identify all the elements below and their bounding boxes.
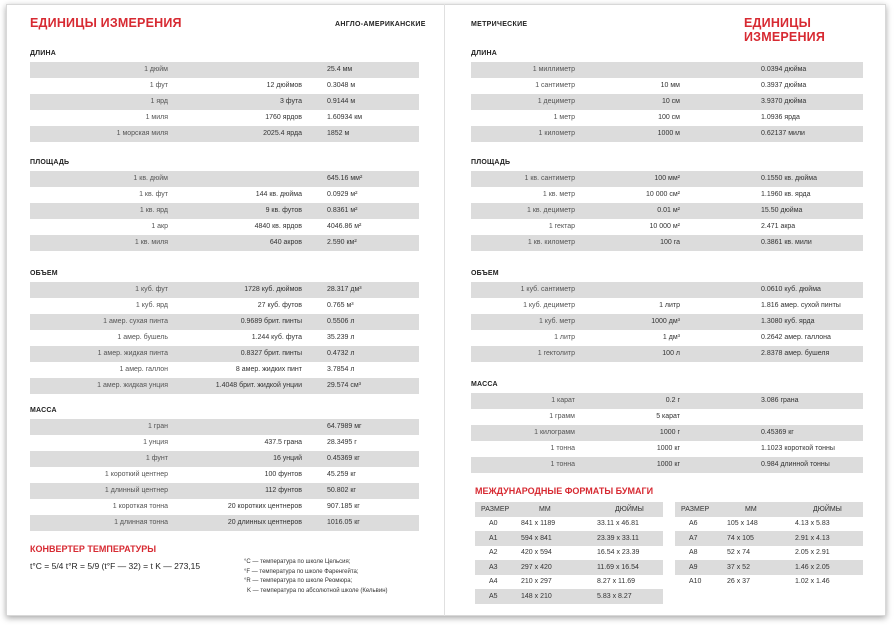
column-header: ДЮЙМЫ <box>615 505 644 513</box>
table-row <box>30 362 419 378</box>
table-row <box>471 126 863 142</box>
unit-cell: 1 куб. ярд <box>135 302 168 309</box>
unit-cell: 1 гектар <box>548 223 575 230</box>
table-row <box>471 457 863 473</box>
table-row <box>475 517 663 532</box>
table-row <box>471 203 863 219</box>
equivalent-cell: 3 фута <box>279 98 302 105</box>
equivalent-cell: 1000 кг <box>656 445 680 452</box>
table-row <box>475 575 663 590</box>
table-row <box>30 499 419 515</box>
table-row <box>30 419 419 435</box>
unit-cell: 1 фут <box>149 82 168 89</box>
metric-cell: 29.574 см³ <box>327 382 361 389</box>
metric-cell: 2.8378 амер. бушеля <box>761 350 830 357</box>
format-size-cell: A2 <box>489 549 498 556</box>
table-row <box>675 531 863 546</box>
unit-cell: 1 длинный центнер <box>104 487 168 494</box>
unit-cell: 1 кв. дюйм <box>133 175 168 182</box>
table-row <box>30 483 419 499</box>
format-mm-cell: 297 x 420 <box>521 563 552 571</box>
metric-cell: 4046.86 м² <box>327 223 362 230</box>
equivalent-cell: 12 дюймов <box>266 82 302 89</box>
table-row <box>30 282 419 298</box>
equivalent-cell: 100 фунтов <box>264 471 302 478</box>
unit-cell: 1 кв. километр <box>527 239 575 246</box>
temperature-notes <box>244 558 388 596</box>
table-row <box>471 441 863 457</box>
format-inch-cell: 4.13 x 5.83 <box>795 520 830 527</box>
left-page-subtitle: АНГЛО-АМЕРИКАНСКИЕ <box>335 21 426 28</box>
equivalent-cell: 4840 кв. ярдов <box>254 223 302 230</box>
unit-cell: 1 амер. бушель <box>117 334 168 341</box>
unit-cell: 1 амер. галлон <box>119 366 168 373</box>
table-row <box>475 546 663 561</box>
equivalent-cell: 100 л <box>662 350 680 357</box>
metric-cell: 1852 м <box>327 130 350 137</box>
table-row <box>475 589 663 604</box>
metric-cell: 1.0936 ярда <box>761 114 800 121</box>
equivalent-cell: 1.244 куб. фута <box>251 334 302 341</box>
format-inch-cell: 33.11 x 46.81 <box>597 520 639 527</box>
format-mm-cell: 105 x 148 <box>727 520 758 527</box>
metric-cell: 2.590 км² <box>327 239 357 246</box>
unit-cell: 1 куб. метр <box>538 318 575 325</box>
table-row <box>30 435 419 451</box>
table-row <box>471 235 863 251</box>
table-row <box>30 203 419 219</box>
metric-cell: 0.9144 м <box>327 98 356 105</box>
table-row <box>475 560 663 575</box>
table-row <box>30 78 419 94</box>
temperature-note: °F — температура по школе Фаренгейта; <box>244 568 359 575</box>
unit-cell: 1 сантиметр <box>535 82 575 89</box>
metric-cell: 2.471 акра <box>761 223 796 230</box>
format-size-cell: A6 <box>689 520 698 527</box>
metric-cell: 0.1550 кв. дюйма <box>761 175 817 182</box>
unit-cell: 1 кв. сантиметр <box>524 175 575 182</box>
equivalent-cell: 5 карат <box>656 413 680 420</box>
format-inch-cell: 5.83 x 8.27 <box>597 592 632 600</box>
table-row <box>471 219 863 235</box>
format-inch-cell: 2.05 x 2.91 <box>795 549 830 556</box>
metric-cell: 907.185 кг <box>327 503 360 510</box>
paper-formats-table <box>675 502 863 589</box>
unit-cell: 1 килограмм <box>534 429 575 436</box>
unit-cell: 1 кв. дециметр <box>527 207 575 214</box>
metric-cell: 0.45369 кг <box>761 429 794 436</box>
metric-cell: 1.1960 кв. ярда <box>761 191 811 198</box>
table-row <box>30 62 419 78</box>
metric-cell: 15.50 дюйма <box>761 207 803 214</box>
unit-cell: 1 метр <box>553 114 575 121</box>
equivalent-cell: 144 кв. дюйма <box>255 191 302 198</box>
format-size-cell: A0 <box>489 520 498 527</box>
table-row <box>471 62 863 78</box>
equivalent-cell: 10 см <box>661 98 680 105</box>
unit-cell: 1 кв. миля <box>134 239 168 246</box>
metric-cell: 64.7989 мг <box>327 423 362 430</box>
metric-cell: 50.802 кг <box>327 487 356 494</box>
metric-cell: 25.4 мм <box>327 66 353 73</box>
table-row <box>471 171 863 187</box>
metric-cell: 1.816 амер. сухой пинты <box>761 302 841 309</box>
metric-cell: 35.239 л <box>327 334 355 341</box>
table-row <box>30 515 419 531</box>
conversion-table <box>471 282 863 362</box>
table-row <box>30 330 419 346</box>
section-label: ПЛОЩАДЬ <box>471 159 511 166</box>
table-row <box>30 314 419 330</box>
format-size-cell: A10 <box>689 578 702 585</box>
table-row <box>471 298 863 314</box>
metric-cell: 0.0929 м² <box>327 191 358 198</box>
unit-cell: 1 миля <box>145 114 168 121</box>
equivalent-cell: 1000 м <box>657 130 680 137</box>
format-size-cell: A4 <box>489 578 498 585</box>
equivalent-cell: 10 мм <box>660 82 680 89</box>
table-row <box>30 219 419 235</box>
conversion-table <box>471 393 863 473</box>
table-row <box>471 393 863 409</box>
equivalent-cell: 437.5 грана <box>264 439 302 446</box>
unit-cell: 1 тонна <box>550 461 575 468</box>
table-row <box>471 94 863 110</box>
unit-cell: 1 амер. жидкая пинта <box>97 350 168 357</box>
metric-cell: 0.3937 дюйма <box>761 82 807 89</box>
conversion-table <box>471 171 863 251</box>
table-header-row <box>675 502 863 517</box>
equivalent-cell: 0.8327 брит. пинты <box>240 350 302 357</box>
table-row <box>30 346 419 362</box>
paper-formats-title: МЕЖДУНАРОДНЫЕ ФОРМАТЫ БУМАГИ <box>475 486 654 496</box>
conversion-table <box>30 282 419 394</box>
metric-cell: 28.3495 г <box>327 439 357 446</box>
equivalent-cell: 9 кв. футов <box>265 207 302 214</box>
metric-cell: 0.8361 м² <box>327 207 358 214</box>
column-header: РАЗМЕР <box>481 505 510 513</box>
table-row <box>30 467 419 483</box>
format-inch-cell: 16.54 x 23.39 <box>597 549 640 556</box>
right-page-title: ЕДИНИЦЫ ИЗМЕРЕНИЯ <box>744 16 826 44</box>
format-inch-cell: 1.02 x 1.46 <box>795 578 830 585</box>
table-row <box>471 330 863 346</box>
unit-cell: 1 акр <box>151 223 168 230</box>
table-row <box>30 126 419 142</box>
unit-cell: 1 короткий центнер <box>104 471 168 478</box>
section-label: МАССА <box>471 381 498 388</box>
format-inch-cell: 1.46 x 2.05 <box>795 563 830 571</box>
column-header: ДЮЙМЫ <box>813 505 842 513</box>
table-row <box>675 546 863 561</box>
paper-formats-table <box>475 502 663 604</box>
equivalent-cell: 1760 ярдов <box>265 114 302 121</box>
format-size-cell: A3 <box>489 563 498 571</box>
equivalent-cell: 1000 дм³ <box>651 318 680 325</box>
format-size-cell: A9 <box>689 563 698 571</box>
unit-cell: 1 амер. жидкая унция <box>97 382 168 389</box>
equivalent-cell: 100 мм² <box>654 175 680 182</box>
temperature-converter-title: КОНВЕРТЕР ТЕМПЕРАТУРЫ <box>30 544 157 554</box>
conversion-table <box>471 62 863 142</box>
format-inch-cell: 23.39 x 33.11 <box>597 534 639 542</box>
table-row <box>30 110 419 126</box>
equivalent-cell: 0.9689 брит. пинты <box>240 318 302 325</box>
equivalent-cell: 1728 куб. дюймов <box>244 286 302 293</box>
equivalent-cell: 1 дм³ <box>662 334 680 341</box>
format-inch-cell: 11.69 x 16.54 <box>597 563 639 571</box>
metric-cell: 1016.05 кг <box>327 519 360 526</box>
equivalent-cell: 100 га <box>660 239 680 246</box>
metric-cell: 1.60934 км <box>327 114 363 121</box>
column-header: ММ <box>539 505 551 513</box>
metric-cell: 645.16 мм² <box>327 175 363 182</box>
metric-cell: 1.1023 короткой тонны <box>761 445 835 452</box>
unit-cell: 1 кв. метр <box>542 191 575 198</box>
table-row <box>675 575 863 590</box>
section-label: ДЛИНА <box>30 50 57 57</box>
conversion-table <box>30 419 419 531</box>
section-label: МАССА <box>30 407 57 414</box>
format-inch-cell: 8.27 x 11.69 <box>597 578 636 585</box>
unit-cell: 1 гран <box>147 423 168 430</box>
metric-cell: 3.7854 л <box>327 366 355 373</box>
format-mm-cell: 210 x 297 <box>521 578 552 585</box>
format-mm-cell: 148 x 210 <box>521 592 552 600</box>
unit-cell: 1 ярд <box>150 98 168 105</box>
format-size-cell: A5 <box>489 592 498 600</box>
column-header: РАЗМЕР <box>681 505 710 513</box>
table-row <box>30 187 419 203</box>
right-page-subtitle: МЕТРИЧЕСКИЕ <box>471 21 528 28</box>
equivalent-cell: 10 000 м² <box>649 223 680 230</box>
metric-cell: 0.45369 кг <box>327 455 360 462</box>
table-row <box>675 560 863 575</box>
equivalent-cell: 2025.4 ярда <box>263 130 302 137</box>
table-row <box>475 531 663 546</box>
unit-cell: 1 короткая тонна <box>112 503 168 510</box>
format-mm-cell: 74 x 105 <box>727 534 754 542</box>
unit-cell: 1 длинная тонна <box>114 519 168 526</box>
unit-cell: 1 амер. сухая пинта <box>103 318 168 325</box>
equivalent-cell: 640 акров <box>269 239 302 246</box>
unit-cell: 1 куб. дециметр <box>523 302 575 309</box>
unit-cell: 1 тонна <box>550 445 575 452</box>
equivalent-cell: 1000 г <box>659 429 680 436</box>
format-mm-cell: 594 x 841 <box>521 534 552 542</box>
unit-cell: 1 дюйм <box>144 66 168 73</box>
metric-cell: 0.0394 дюйма <box>761 66 807 73</box>
conversion-table <box>30 62 419 142</box>
table-row <box>471 346 863 362</box>
format-mm-cell: 26 x 37 <box>727 578 750 585</box>
format-size-cell: A1 <box>489 534 498 542</box>
metric-cell: 0.765 м³ <box>327 302 354 309</box>
unit-cell: 1 километр <box>538 130 575 137</box>
equivalent-cell: 20 длинных центнеров <box>227 519 302 526</box>
format-inch-cell: 2.91 x 4.13 <box>795 534 830 542</box>
table-row <box>30 94 419 110</box>
format-mm-cell: 52 x 74 <box>727 549 750 556</box>
left-page-title: ЕДИНИЦЫ ИЗМЕРЕНИЯ <box>30 16 182 30</box>
equivalent-cell: 1 литр <box>659 302 680 309</box>
metric-cell: 0.3861 кв. мили <box>761 239 812 246</box>
equivalent-cell: 1000 кг <box>656 461 680 468</box>
temperature-note: K — температура по абсолютной школе (Кельвин) <box>247 587 388 594</box>
book-spine <box>444 4 445 616</box>
unit-cell: 1 миллиметр <box>532 66 575 73</box>
unit-cell: 1 морская миля <box>116 130 168 137</box>
unit-cell: 1 кв. ярд <box>139 207 168 214</box>
table-row <box>471 282 863 298</box>
table-row <box>471 425 863 441</box>
unit-cell: 1 унция <box>143 439 168 446</box>
section-label: ПЛОЩАДЬ <box>30 159 70 166</box>
unit-cell: 1 карат <box>551 397 575 404</box>
format-size-cell: A7 <box>689 534 698 542</box>
section-label: ОБЪЕМ <box>471 270 499 277</box>
table-row <box>30 235 419 251</box>
equivalent-cell: 112 фунтов <box>265 487 302 494</box>
temperature-note: °C — температура по школе Цельсия; <box>244 559 351 565</box>
unit-cell: 1 гектолитр <box>537 350 575 357</box>
unit-cell: 1 куб. сантиметр <box>520 286 575 293</box>
equivalent-cell: 27 куб. футов <box>257 302 302 309</box>
format-mm-cell: 420 x 594 <box>521 549 552 556</box>
format-size-cell: A8 <box>689 549 698 556</box>
table-row <box>30 451 419 467</box>
metric-cell: 0.62137 мили <box>761 130 805 137</box>
table-header-row <box>475 502 663 517</box>
unit-cell: 1 куб. фут <box>135 286 168 293</box>
unit-cell: 1 грамм <box>549 413 575 420</box>
metric-cell: 3.086 грана <box>761 397 799 404</box>
temperature-note: °R — температура по школе Реомюра; <box>244 578 353 584</box>
unit-cell: 1 литр <box>554 334 575 341</box>
metric-cell: 0.3048 м <box>327 82 356 89</box>
metric-cell: 45.259 кг <box>327 471 356 478</box>
metric-cell: 0.5506 л <box>327 318 355 325</box>
table-row <box>675 517 863 532</box>
table-row <box>471 314 863 330</box>
metric-cell: 0.984 длинной тонны <box>761 461 830 468</box>
equivalent-cell: 1.4048 брит. жидкой унции <box>215 382 302 389</box>
metric-cell: 1.3080 куб. ярда <box>761 318 815 325</box>
metric-cell: 0.4732 л <box>327 350 355 357</box>
metric-cell: 0.2642 амер. галлона <box>761 334 831 341</box>
format-mm-cell: 37 x 52 <box>727 563 750 571</box>
temperature-formula: t°C = 5/4 t°R = 5/9 (t°F — 32) = t K — 273,15 <box>30 561 201 571</box>
equivalent-cell: 0.2 г <box>665 397 680 404</box>
column-header: ММ <box>745 505 757 513</box>
section-label: ОБЪЕМ <box>30 270 58 277</box>
unit-cell: 1 кв. фут <box>139 191 168 198</box>
table-row <box>471 110 863 126</box>
equivalent-cell: 16 унций <box>273 455 302 462</box>
table-row <box>471 187 863 203</box>
table-row <box>30 298 419 314</box>
section-label: ДЛИНА <box>471 50 498 57</box>
table-row <box>471 409 863 425</box>
unit-cell: 1 фунт <box>145 455 168 462</box>
table-row <box>471 78 863 94</box>
equivalent-cell: 8 амер. жидких пинт <box>235 366 302 373</box>
equivalent-cell: 100 см <box>658 114 680 121</box>
table-row <box>30 378 419 394</box>
table-row <box>30 171 419 187</box>
metric-cell: 3.9370 дюйма <box>761 98 807 105</box>
metric-cell: 28.317 дм³ <box>327 286 362 293</box>
equivalent-cell: 0.01 м² <box>657 207 680 214</box>
equivalent-cell: 20 коротких центнеров <box>227 503 302 510</box>
metric-cell: 0.0610 куб. дюйма <box>761 286 821 293</box>
format-mm-cell: 841 x 1189 <box>521 520 556 527</box>
unit-cell: 1 дециметр <box>537 98 575 105</box>
conversion-table <box>30 171 419 251</box>
equivalent-cell: 10 000 см² <box>646 191 680 198</box>
